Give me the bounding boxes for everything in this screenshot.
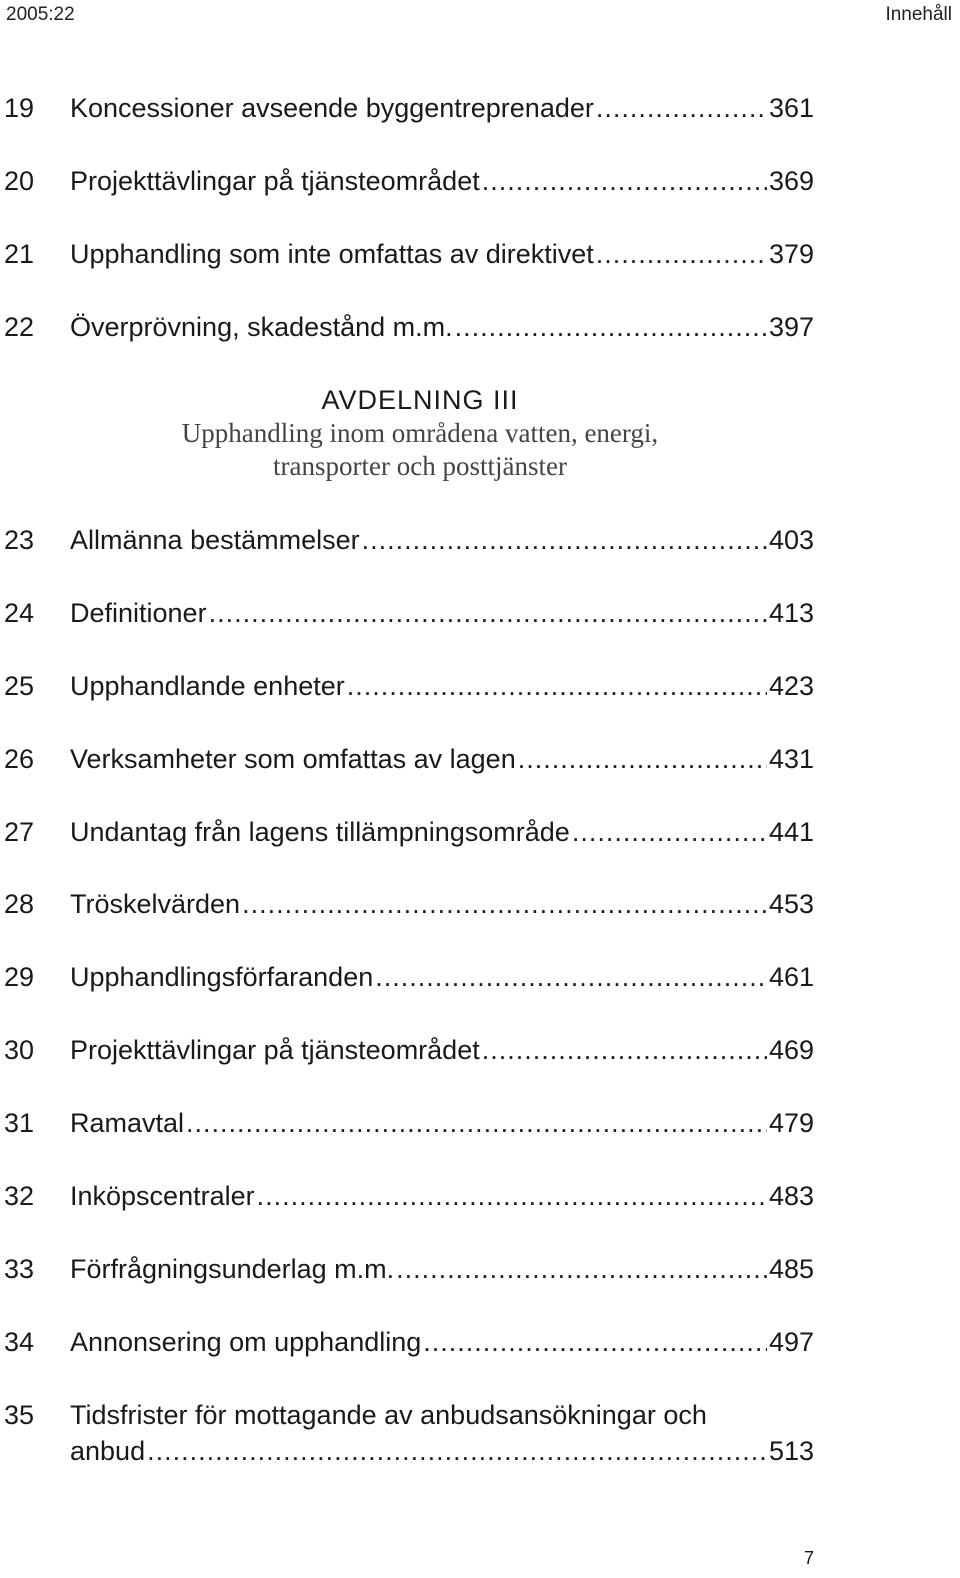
chapter-number: 35 [4, 1400, 35, 1430]
chapter-number: 20 [4, 166, 35, 196]
page-number: 397 [768, 312, 814, 342]
page-number: 431 [768, 744, 814, 774]
chapter-title: Tröskelvärden [70, 889, 241, 919]
dot-leader [147, 1433, 767, 1469]
chapter-number: 31 [4, 1108, 35, 1138]
dot-leader [347, 668, 767, 704]
chapter-number: 23 [4, 525, 35, 555]
chapter-title: Inköpscentraler [70, 1181, 255, 1211]
section-title-line: transporter och posttjänster [273, 451, 567, 481]
dot-leader [186, 1105, 767, 1141]
page-number: 497 [768, 1327, 814, 1357]
chapter-title: Undantag från lagens tillämpningsområde [70, 817, 570, 847]
chapter-title: Annonsering om upphandling [70, 1327, 422, 1357]
chapter-number: 30 [4, 1035, 35, 1065]
chapter-title: Upphandlande enheter [70, 671, 345, 701]
chapter-title: Allmänna bestämmelser [70, 525, 360, 555]
chapter-number: 28 [4, 889, 35, 919]
chapter-title: Överprövning, skadestånd m.m. [70, 312, 453, 342]
dot-leader [209, 595, 767, 631]
chapter-title-continued: anbud [70, 1436, 146, 1466]
page-number: 361 [768, 93, 814, 123]
page-number: 403 [768, 525, 814, 555]
dot-leader [362, 522, 767, 558]
page-number: 479 [768, 1108, 814, 1138]
chapter-title: Verksamheter som omfattas av lagen [70, 744, 516, 774]
chapter-title: Projekttävlingar på tjänsteområdet [70, 1035, 480, 1065]
running-head-left: 2005:22 [6, 4, 75, 25]
section-heading [0, 383, 840, 483]
page-number: 379 [768, 239, 814, 269]
dot-leader [375, 959, 767, 995]
chapter-number: 34 [4, 1327, 35, 1357]
page-number: 441 [768, 817, 814, 847]
chapter-number: 19 [4, 93, 35, 123]
chapter-number: 22 [4, 312, 35, 342]
dot-leader [518, 741, 767, 777]
dot-leader [242, 886, 767, 922]
chapter-title: Ramavtal [70, 1108, 185, 1138]
page-number: 461 [768, 962, 814, 992]
page-number: 423 [768, 671, 814, 701]
page-number: 469 [768, 1035, 814, 1065]
chapter-title: Tidsfrister för mottagande av anbudsansökningar och [70, 1400, 707, 1430]
page-number: 453 [768, 889, 814, 919]
page-number: 483 [768, 1181, 814, 1211]
chapter-number: 27 [4, 817, 35, 847]
chapter-number: 25 [4, 671, 35, 701]
dot-leader [596, 90, 767, 126]
chapter-title: Förfrågningsunderlag m.m. [70, 1254, 395, 1284]
chapter-title: Upphandling som inte omfattas av direktivet [70, 239, 594, 269]
chapter-number: 32 [4, 1181, 35, 1211]
page-number: 485 [768, 1254, 814, 1284]
dot-leader [482, 163, 767, 199]
running-head-right: Innehåll [885, 4, 952, 25]
chapter-number: 24 [4, 598, 35, 628]
folio-page-number: 7 [803, 1548, 814, 1568]
dot-leader [257, 1178, 767, 1214]
chapter-number: 26 [4, 744, 35, 774]
chapter-title: Upphandlingsförfaranden [70, 962, 374, 992]
section-label: AVDELNING III [321, 385, 519, 415]
chapter-title: Projekttävlingar på tjänsteområdet [70, 166, 480, 196]
page-number: 369 [768, 166, 814, 196]
dot-leader [572, 814, 767, 850]
page-number: 413 [768, 598, 814, 628]
dot-leader [423, 1324, 767, 1360]
chapter-number: 21 [4, 239, 35, 269]
chapter-title: Definitioner [70, 598, 207, 628]
dot-leader [596, 236, 767, 272]
section-title-line: Upphandling inom områdena vatten, energi, [181, 418, 659, 448]
dot-leader [482, 1032, 767, 1068]
chapter-title: Koncessioner avseende byggentreprenader [70, 93, 594, 123]
page-number: 513 [768, 1436, 814, 1466]
dot-leader [455, 309, 767, 345]
chapter-number: 29 [4, 962, 35, 992]
dot-leader [396, 1251, 767, 1287]
chapter-number: 33 [4, 1254, 35, 1284]
